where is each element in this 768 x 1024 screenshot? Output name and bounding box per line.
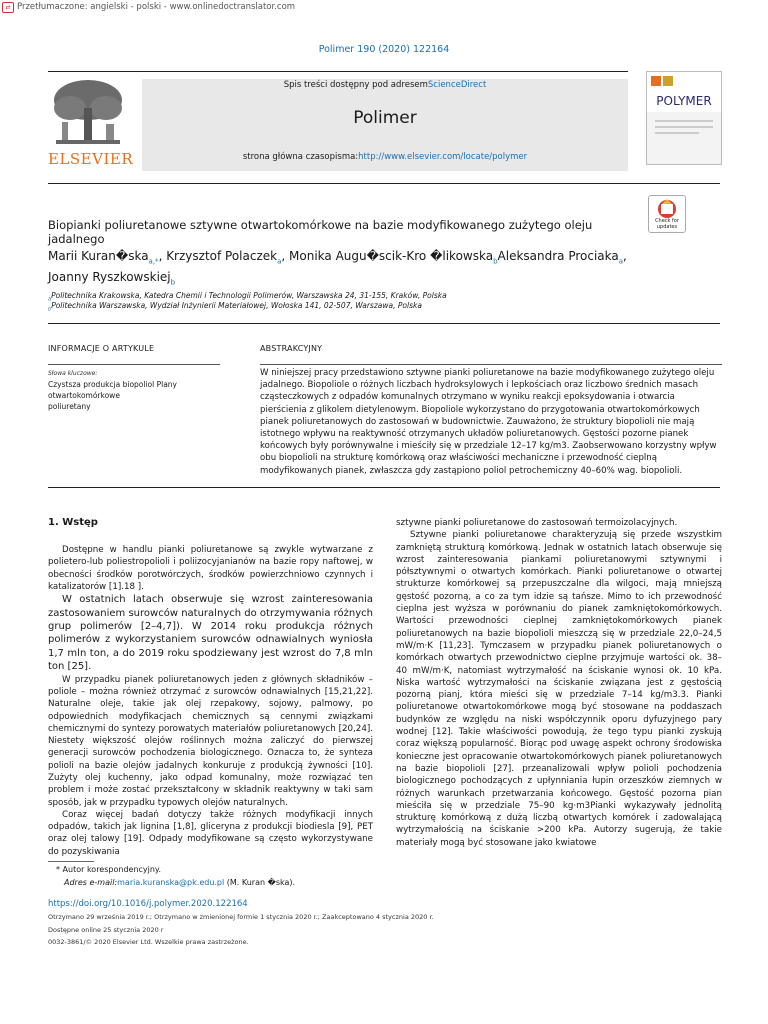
check-for-updates-button[interactable] xyxy=(648,195,686,233)
elsevier-tree-logo-icon xyxy=(50,78,126,150)
cover-title: POLYMER xyxy=(656,94,712,108)
paragraph: sztywne pianki poliuretanowe do zastosowań termoizolacyjnych. xyxy=(396,518,678,528)
body-column-right xyxy=(396,517,722,849)
email-link[interactable]: maria.kuranska@pk.edu.pl xyxy=(117,878,225,887)
keywords-list xyxy=(48,379,220,412)
author-name[interactable]: Marii Kuran�ska xyxy=(48,249,149,263)
journal-name: Polimer xyxy=(353,108,417,128)
header-top-rule xyxy=(48,71,628,72)
author-name[interactable]: , xyxy=(623,249,627,263)
author-affiliation-marker[interactable]: b xyxy=(493,257,498,266)
doi-link[interactable]: https://doi.org/10.1016/j.polymer.2020.122164 xyxy=(48,899,248,909)
article-title: Biopianki poliuretanowe sztywne otwartokomórkowe na bazie modyfikowanego zużytego oleju jadalnego xyxy=(48,218,593,246)
translation-banner-text: Przetłumaczone: angielski - polski - www.onlinedoctranslator.com xyxy=(17,2,296,12)
author-line-1 xyxy=(48,248,648,269)
keywords-label: Słowa kluczowe: xyxy=(48,370,98,377)
affiliation-rule xyxy=(48,323,720,324)
body-column-left xyxy=(48,544,373,858)
author-affiliation-marker[interactable]: a,* xyxy=(148,257,159,266)
corresponding-author-note: * Autor korespondencyjny. xyxy=(56,865,162,874)
author-line-2 xyxy=(48,269,648,290)
paragraph: Sztywne pianki poliuretanowe charakteryzują się przede wszystkim zamkniętą strukturą komórkową. Jednak w ostatnich latach obserwuje się wzrost zainteresowania piankami poliuretanowymi sztywnymi i półsztywnymi o otwartych komórkach. Pianki poliuretanowe o otwartej strukturze komórkowej są przepuszczalne dla wilgoci, mają mniejszą gęstość pozorną, a co za tym idzie są tańsze. Mimo to ich przewodność cieplna jest wyższa w porównaniu do pianek zamkniętokomórkowych. Wartości przewodności cieplnej zamkniętokomórkowych pianek poliuretanowych na bazie biopolioli mieszczą się w przedziale 22,0–24,5 mW/m·K [11,23]. Tymczasem w przypadku pianek poliuretanowych o komórkach otwartych przewodnictwo cieplne przyjmuje wartości ok. 38–40 mW/m·K, natomiast wytrzymałość na ściskanie wynosi ok. 10 kPa. Niska wartość wytrzymałości na ściskanie związana jest z gęstością pozorną pianj, która mieści się w przedziale 7–14 kg/m3.3. Pianki poliuretanowe otwartokomórkowe mogą być stosowane na poddaszach budynków ze względu na niski współczynnik oporu dyfuzyjnego pary wodnej [12]. Takie właściwości powodują, że tego typu pianki zyskują coraz większą popularność. Biorąc pod uwagę aspekt ochrony środowiska konieczne jest opracowanie otwartokomórkowych pianek poliuretanowych na bazie biopolioli [27]. przeanalizowali wpływ polioli pochodzenia biologicznego pochodzących z upłynniania łupin orzeszków ziemnych w różnych warunkach przetwarzania końcowego. Gęstość pozorna pian mieściła się w przedziale 75–90 kg·m3Pianki wykazywały jednolitą strukturę komórkową z dużą liczbą otwartych komórek i zadowalającą wytrzymałością na ściskanie >200 kPa. Autorzy sugerują, że takie materiały mogą być stosowane jako kwiatowe xyxy=(396,530,722,848)
keyword-item: otwartokomórkowe xyxy=(48,391,120,400)
author-name[interactable]: Joanny Ryszkowskiej xyxy=(48,270,171,285)
abstract-bottom-rule xyxy=(48,487,720,488)
elsevier-wordmark: ELSEVIER xyxy=(48,150,134,168)
translator-logo-icon: ⇄ xyxy=(2,2,14,13)
abstract-text: W niniejszej pracy przedstawiono sztywne pianki poliuretanowe na bazie modyfikowanego zużytego oleju jadalnego. Biopoliole o różnych liczbach hydroksylowych i lepkościach oraz liczbowo średnich masach cząsteczkowych z odpadów komunalnych otrzymano w wyniku reakcji epoksydowania i otwarcia pierścienia z glikolem dietylenowym. Biopoliole wykorzystano do przygotowania otwartokomórkowych pianek poliuretanowych do zastosowań w budownictwie. Zauważono, że struktury biopolioli nie mają istotnego wpływu na reaktywność otrzymanych układów poliuretanowych. Gęstości pozorne pianek końcowych były porównywalne i mieściły się w przedziale 12–17 kg/m3. Zaobserwowano korzystny wpływ obu biopolioli na strukturę komórkową oraz właściwości mechaniczne i przewodność cieplną modyfikowanych pianek, zwłaszcza gdy zastąpiono poliol petrochemiczny 40–60% wag. biopolioli. xyxy=(260,368,717,476)
received-dates: Otrzymano 29 września 2019 r.; Otrzymano w zmienionej formie 1 stycznia 2020 r.; Zaakceptowano 4 stycznia 2020 r. xyxy=(48,913,434,921)
sciencedirect-link[interactable]: ScienceDirect xyxy=(427,80,487,90)
footnote-rule xyxy=(48,861,94,862)
paragraph: Coraz więcej badań dotyczy także różnych modyfikacji innych odpadów, takich jak lignina [1,8], gliceryna z produkcji biodiesla [9], PET oraz olej talowy [19]. Odpady modyfikowane są często wykorzystywane do pozyskiwania xyxy=(48,809,373,857)
abstract-heading: ABSTRAKCYJNY xyxy=(260,344,323,353)
journal-cover-thumbnail[interactable] xyxy=(646,71,722,165)
header-bottom-rule xyxy=(48,183,720,184)
author-affiliation-marker[interactable]: a xyxy=(277,257,282,266)
article-info-heading: INFORMACJE O ARTYKULE xyxy=(48,344,155,353)
online-date: Dostępne online 25 stycznia 2020 r xyxy=(48,926,164,934)
author-name[interactable]: , Krzysztof Polaczek xyxy=(158,249,278,263)
author-name[interactable]: , Monika Augu�scik-Kro �likowska xyxy=(281,249,494,263)
copyright-line: 0032-3861/© 2020 Elsevier Ltd. Wszelkie prawa zastrzeżone. xyxy=(48,938,249,946)
paragraph: W ostatnich latach obserwuje się wzrost zainteresowania zastosowaniem surowców naturalnych do otrzymywania różnych grup polimerów [2–4,7]). W 2014 roku produkcja różnych polimerów z wykorzystaniem surowców odnawialnych wyniosła 1,7 mln ton, a do 2019 roku spodziewany jest wzrost do 7,8 mln ton [25]. xyxy=(48,594,373,673)
cover-art-icon xyxy=(647,72,721,164)
translation-banner[interactable] xyxy=(0,0,295,14)
journal-homepage-link[interactable]: http://www.elsevier.com/locate/polymer xyxy=(358,152,528,162)
affiliation-b: $_b$Politechnika Warszawska, Wydział Inżynierii Materiałowej, Wołoska 141, 02-507, Warszawa, Polska xyxy=(48,301,422,313)
abstract-rule xyxy=(260,364,722,365)
author-affiliation-marker[interactable]: a xyxy=(618,257,624,266)
journal-reference-link[interactable]: Polimer 190 (2020) 122164 xyxy=(318,44,450,55)
check-for-updates-label: Check for updates xyxy=(655,218,679,230)
contents-line: Spis treści dostępny pod adresemScienceDirect xyxy=(283,80,487,90)
author-name[interactable]: Aleksandra Prociaka xyxy=(497,249,619,263)
email-line: Adres e-mail:maria.kuranska@pk.edu.pl (M. Kuran �ska). xyxy=(64,878,296,887)
paragraph: W przypadku pianek poliuretanowych jeden z głównych składników – poliole – można również otrzymać z surowców odnawialnych [15,21,22]. Naturalne oleje, takie jak olej rzepakowy, sojowy, palmowy, po odpowiednich modyfikacjach chemicznych są cennymi związkami chemicznymi do syntezy porowatych materiałów poliuretanowych [20,24]. Niestety większość olejów roślinnych można zaliczyć do pierwszej generacji surowców pochodzenia biologicznego. Oznacza to, że synteza polioli na bazie olejów jadalnych konkuruje z produkcją żywności [10]. Zużyty olej kuchenny, jako odpad komunalny, może rozwiązać ten problem i może zostać przekształcony w składnik reaktywny w taki sam sposób, jak w przypadku typowych olejów naturalnych. xyxy=(48,674,373,808)
section-heading-introduction: 1. Wstęp xyxy=(48,517,98,528)
article-info-rule xyxy=(48,364,220,365)
author-affiliation-marker[interactable]: b xyxy=(170,278,176,287)
keyword-item: Czystsza produkcja biopoliol Plany xyxy=(48,380,177,389)
author-list xyxy=(48,248,648,291)
affiliation-a: $_a$Politechnika Krakowska, Katedra Chemii i Technologii Polimerów, Warszawska 24, 31-155, Kraków, Polska xyxy=(48,291,447,303)
journal-homepage-line: strona główna czasopisma:http://www.elsevier.com/locate/polymer xyxy=(242,152,528,162)
paragraph: Dostępne w handlu pianki poliuretanowe są zwykle wytwarzane z polietero-lub poliestropolioli i poliizocyjanianów na bazie ropy naftowej, w obecności środków porotwórczych, środków powierzchniowo czynnych i katalizatorów [1].18 ]. xyxy=(48,545,373,592)
keyword-item: poliuretany xyxy=(48,402,91,411)
